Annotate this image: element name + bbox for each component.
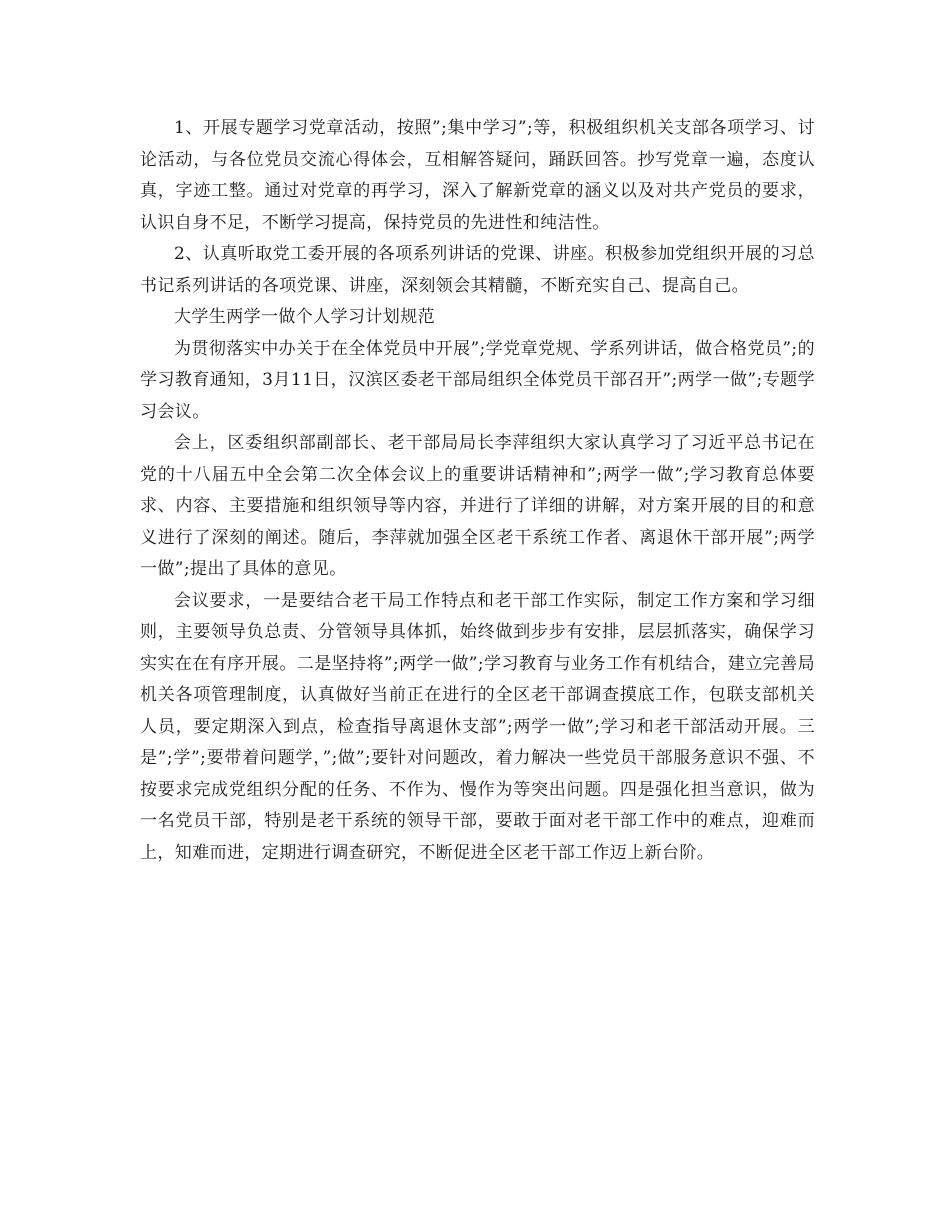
paragraph-meeting-requirements: 会议要求，一是要结合老干局工作特点和老干部工作实际，制定工作方案和学习细则，主要领导负总责、分管领导具体抓，始终做到步步有安排，层层抓落实，确保学习实实在在有序开展。二是坚持将”;两学一做”;学习教育与业务工作有机结合，建立完善局机关各项管理制度，认真做好当前正在进行的全区老干部调查摸底工作，包联支部机关人员，要定期深入到点，检查指导离退休支部”;两学一做”;学习和老干部活动开展。三是”;学”;要带着问题学，”;做”;要针对问题改，着力解决一些党员干部服务意识不强、不按要求完成党组织分配的任务、不作为、慢作为等突出问题。四是强化担当意识，做为一名党员干部，特别是老干系统的领导干部，要敢于面对老干部工作中的难点，迎难而上，知难而进，定期进行调查研究，不断促进全区老干部工作迈上新台阶。 [140,590,815,863]
document-body [140,113,815,869]
paragraph-party-constitution-study: 1、开展专题学习党章活动，按照”;集中学习”;等，积极组织机关支部各项学习、讨论活动，与各位党员交流心得体会，互相解答疑问，踊跃回答。抄写党章一遍，态度认真，字迹工整。通过对党章的再学习，深入了解新党章的涵义以及对共产党员的要求，认识自身不足，不断学习提高，保持党员的先进性和纯洁性。 [140,118,815,233]
paragraph-lectures: 2、认真听取党工委开展的各项系列讲话的党课、讲座。积极参加党组织开展的习总书记系列讲话的各项党课、讲座，深刻领会其精髓，不断充实自己、提高自己。 [140,244,815,296]
paragraph-meeting-content: 会上，区委组织部副部长、老干部局局长李萍组织大家认真学习了习近平总书记在党的十八届五中全会第二次全体会议上的重要讲话精神和”;两学一做”;学习教育总体要求、内容、主要措施和组织领导等内容，并进行了详细的讲解，对方案开展的目的和意义进行了深刻的阐述。随后，李萍就加强全区老干系统工作者、离退休干部开展”;两学一做”;提出了具体的意见。 [140,433,815,579]
section-heading: 大学生两学一做个人学习计划规范 [174,307,435,327]
paragraph-meeting-notice: 为贯彻落实中办关于在全体党员中开展”;学党章党规、学系列讲话，做合格党员”;的学习教育通知，3月11日，汉滨区委老干部局组织全体党员干部召开”;两学一做”;专题学习会议。 [140,338,815,422]
